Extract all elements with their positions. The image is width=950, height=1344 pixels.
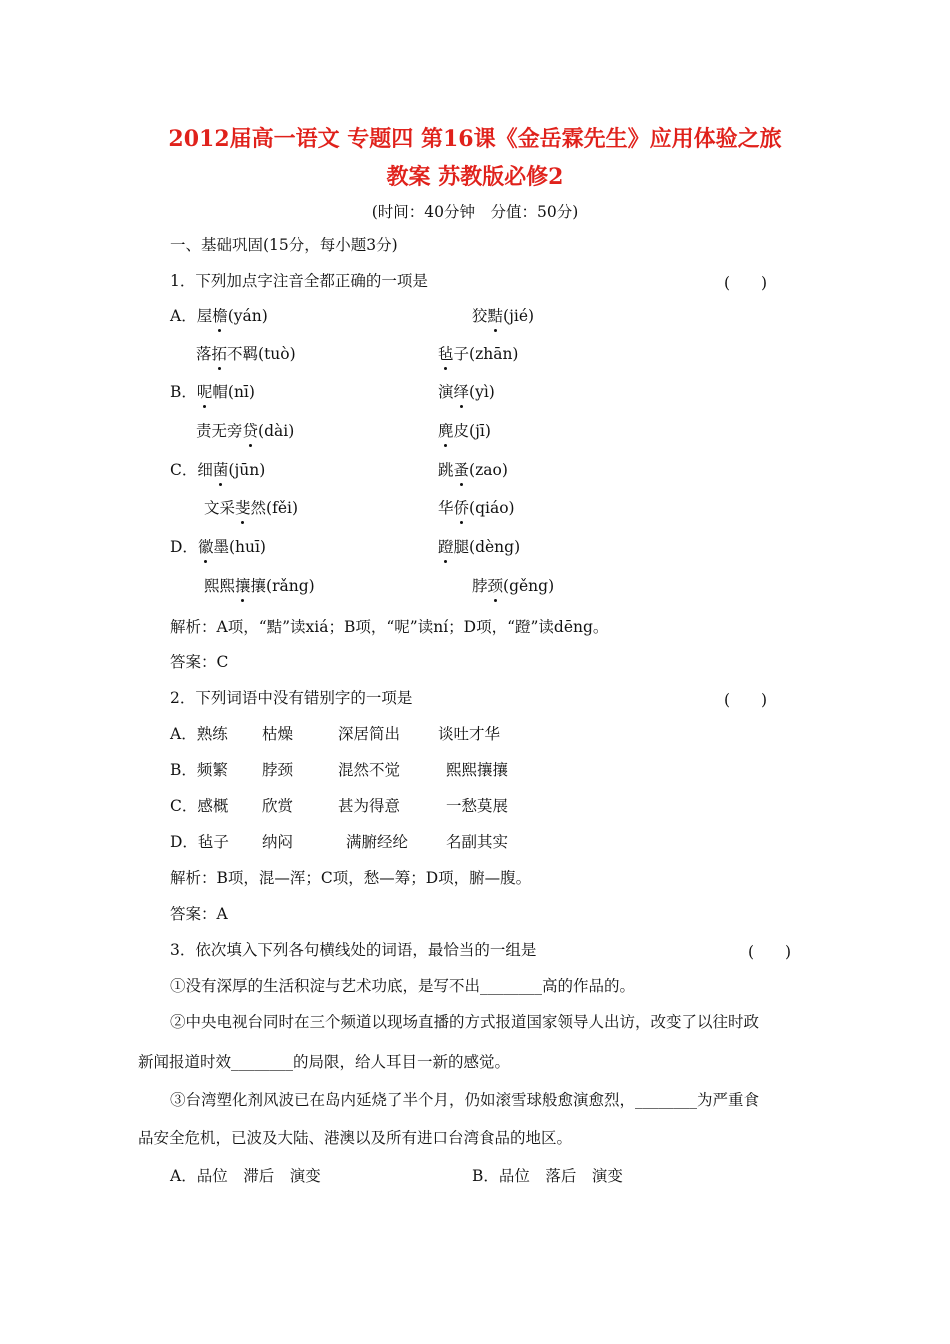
q2-option-b-word: 脖颈 (262, 761, 294, 779)
q1-option-d4: 脖颈(gěng) (472, 577, 555, 595)
q2-option-a-word: 深居简出 (338, 725, 401, 743)
q2-answer-bracket: ( ) (724, 691, 768, 709)
q2-option-a-word: A．熟练 (170, 725, 228, 743)
emphasis-dot-char: 檐 (212, 307, 228, 325)
emphasis-dot-char: 攘 (235, 577, 251, 595)
q2-option-d-word: 名副其实 (446, 833, 509, 851)
q2-option-b-word: 熙熙攘攘 (446, 761, 509, 779)
doc-title-line2: 教案 苏教版必修2 (386, 164, 564, 190)
emphasis-dot-char: 斐 (235, 499, 251, 517)
q3-sentence-2a: ②中央电视台同时在三个频道以现场直播的方式报道国家领导人出访，改变了以往时政 (170, 1013, 760, 1031)
q3-sentence-2b: 新闻报道时效________的局限，给人耳目一新的感觉。 (138, 1053, 511, 1071)
q3-sentence-3b: 品安全危机，已波及大陆、港澳以及所有进口台湾食品的地区。 (138, 1129, 573, 1147)
q3-option-a: A．品位 滞后 演变 (170, 1167, 321, 1185)
q2-option-d-word: 满腑经纶 (346, 833, 409, 851)
q1-option-c2: 跳蚤(zao) (438, 461, 508, 479)
q2-option-c-word: 一愁莫展 (446, 797, 509, 815)
q2-option-d-word: 纳闷 (262, 833, 294, 851)
q3-answer-bracket: ( ) (748, 943, 792, 961)
emphasis-dot-char: 侨 (453, 499, 470, 517)
q1-answer-bracket: ( ) (724, 274, 768, 292)
emphasis-dot-char: 绎 (453, 383, 470, 401)
q3-sentence-1: ①没有深厚的生活积淀与艺术功底，是写不出________高的作品的。 (170, 977, 636, 995)
q2-option-c-word: 甚为得意 (338, 797, 401, 815)
q3-sentence-3a: ③台湾塑化剂风波已在岛内延烧了半个月，仍如滚雪球般愈演愈烈，________为严重食 (170, 1091, 760, 1109)
emphasis-dot-char: 毡 (438, 345, 454, 363)
emphasis-dot-char: 黠 (487, 307, 504, 325)
q2-option-a-word: 枯燥 (262, 725, 294, 743)
q2-analysis: 解析：B项，混—浑；C项，愁—筹；D项，腑—腹。 (170, 869, 532, 887)
q1-option-b2: 演绎(yì) (438, 383, 495, 401)
q1-answer: 答案：C (170, 653, 229, 671)
q1-option-b1: B．呢帽(nī) (170, 383, 255, 401)
emphasis-dot-char: 麂 (438, 422, 454, 440)
q1-option-d2: 蹬腿(dèng) (438, 538, 521, 556)
doc-title-line1: 2012届高一语文 专题四 第16课《金岳霖先生》应用体验之旅 (168, 126, 782, 152)
q1-option-d3: 熙熙攘攘(rǎng) (204, 577, 315, 595)
q2-option-d-word: D．毡子 (170, 833, 229, 851)
q2-answer: 答案：A (170, 905, 228, 923)
q1-option-c3: 文采斐然(fěi) (204, 499, 298, 517)
q1-option-c4: 华侨(qiáo) (438, 499, 515, 517)
q1-option-a2: 狡黠(jié) (472, 307, 535, 325)
q1-option-a4: 毡子(zhān) (438, 345, 519, 363)
q3-option-b: B．品位 落后 演变 (472, 1167, 623, 1185)
q2-option-a-word: 谈吐才华 (438, 725, 501, 743)
q2-option-c-word: 欣赏 (262, 797, 294, 815)
time-score: (时间：40分钟 分值：50分) (371, 203, 579, 221)
q1-option-b3: 责无旁贷(dài) (196, 422, 295, 440)
emphasis-dot-char: 呢 (196, 383, 213, 401)
q1-option-d1: D．徽墨(huī) (170, 538, 266, 556)
emphasis-dot-char: 拓 (211, 345, 228, 363)
q2-option-c-word: C．感概 (170, 797, 229, 815)
q1-option-a3: 落拓不羁(tuò) (196, 345, 296, 363)
q1-option-a1: A．屋檐(yán) (170, 307, 268, 325)
emphasis-dot-char: 蹬 (438, 538, 454, 556)
emphasis-dot-char: 颈 (487, 577, 504, 595)
q2-stem: 2．下列词语中没有错别字的一项是 (170, 689, 413, 707)
q1-analysis: 解析：A项，“黠”读xiá；B项，“呢”读ní；D项，“蹬”读dēng。 (170, 618, 609, 636)
q1-option-b4: 麂皮(jī) (438, 422, 491, 440)
q1-stem: 1．下列加点字注音全都正确的一项是 (170, 272, 428, 290)
emphasis-dot-char: 贷 (242, 422, 259, 440)
q2-option-b-word: B．频繁 (170, 761, 228, 779)
emphasis-dot-char: 蚤 (453, 461, 470, 479)
emphasis-dot-char: 菌 (212, 461, 229, 479)
emphasis-dot-char: 徽 (197, 538, 214, 556)
q2-option-b-word: 混然不觉 (338, 761, 401, 779)
section-heading: 一、基础巩固(15分，每小题3分) (170, 236, 398, 254)
q3-stem: 3．依次填入下列各句横线处的词语，最恰当的一组是 (170, 941, 537, 959)
q1-option-c1: C．细菌(jūn) (170, 461, 266, 479)
